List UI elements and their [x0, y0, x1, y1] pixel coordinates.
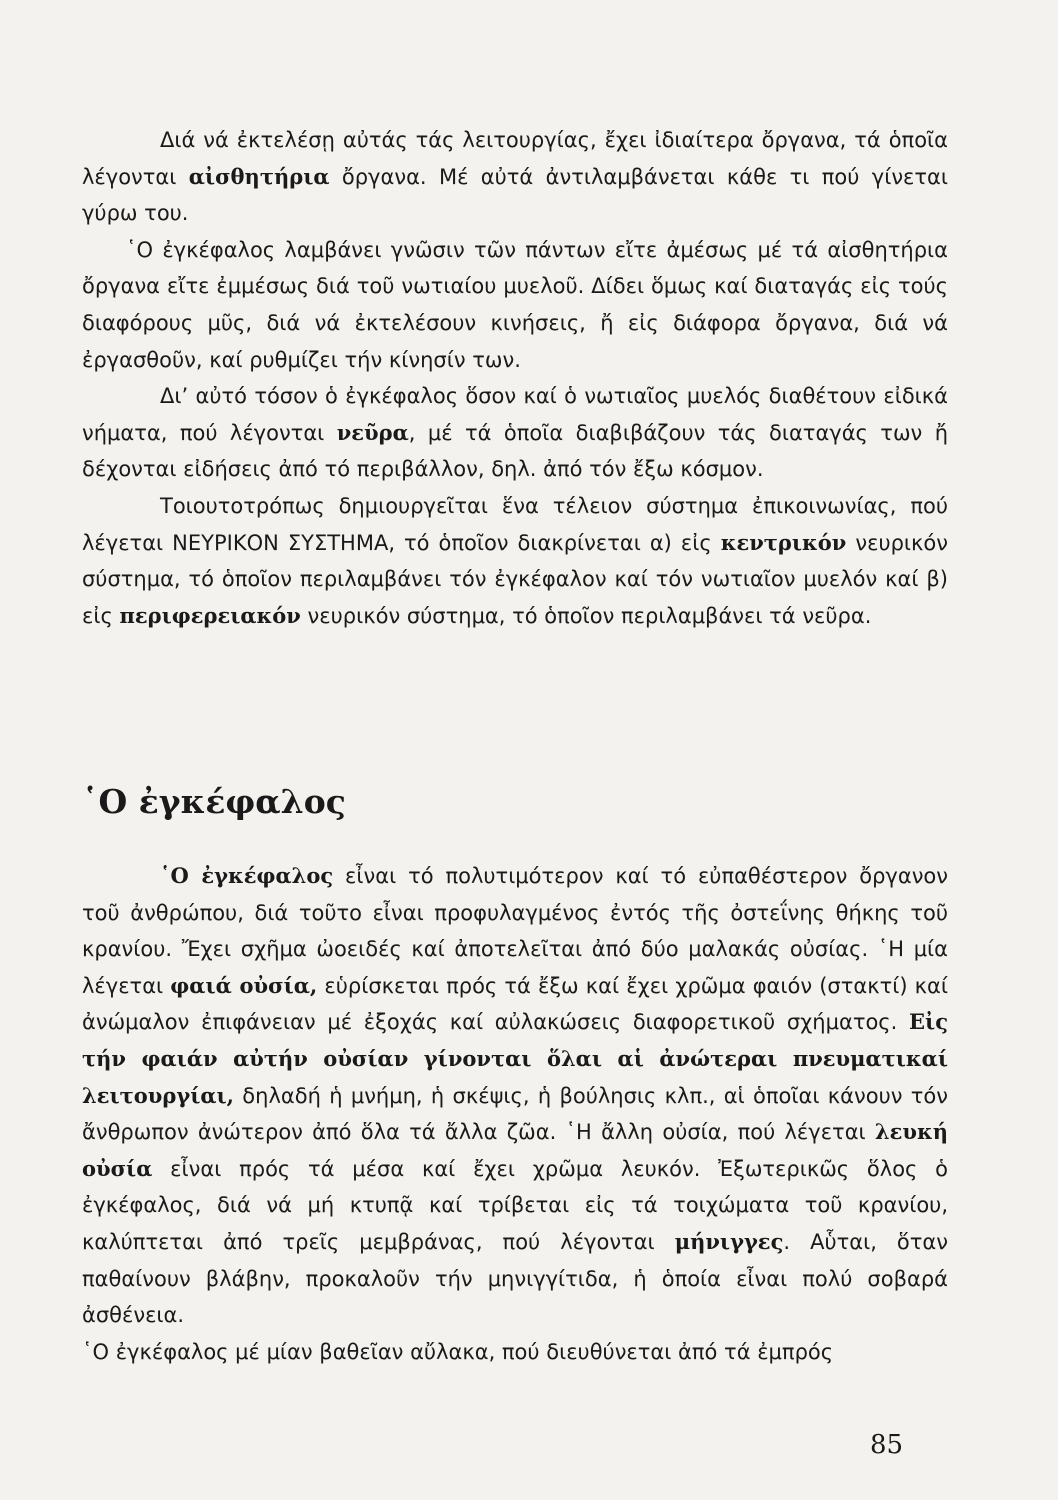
text-run: νευρικόν σύστημα, τό ὁποῖον περιλαμβάνει τά νεῦρα.	[300, 603, 872, 628]
term-grey-matter: φαιά οὐσία,	[170, 972, 318, 998]
term-central: κεντρικόν	[720, 529, 847, 555]
paragraph-nerves	[82, 378, 948, 488]
page-number: 85	[870, 1430, 904, 1460]
text-run: εἶναι πρός τά μέσα καί ἔχει χρῶμα λευκόν. Ἐξωτερικῶς ὅλος ὁ ἐγκέφαλος, διά νά μή κτυπᾷ καί τρίβεται εἰς τά τοιχώματα τοῦ κρανίου, καλύπτεται ἀπό τρεῖς μεμβράνας, πού λέγονται	[82, 1156, 948, 1254]
text-run: εἶναι τό πολυτιμότερον καί τό εὐπαθέστερον ὄργανον τοῦ ἀνθρώπου, διά τοῦτο εἶναι προφυλαγμένος ἐντός τῆς ὀστεΐνης θήκης τοῦ κρανίου. Ἔχει σχῆμα ὠοειδές καί ἀποτελεῖται ἀπό δύο μαλακάς οὐσίας. ῾Η μία λέγεται	[82, 864, 949, 998]
text-run: εὑρίσκεται πρός τά ἔξω καί ἔχει χρῶμα φαιόν (στακτί) καί ἀνώμαλον ἐπιφάνειαν μέ ἐξοχάς καί αὐλακώσεις διαφορετικοῦ σχήματος.	[82, 973, 948, 1035]
term-sense-organs: αἰσθητήρια	[188, 163, 330, 189]
text-run: ὄργανα. Μέ αὐτά ἀντιλαμβάνεται κάθε τι πού γίνεται γύρω του.	[82, 164, 948, 226]
text-run: δηλαδή ἡ μνήμη, ἡ σκέψις, ἡ βούλησις κλπ., αἱ ὁποῖαι κάνουν τόν ἄνθρωπον ἀνώτερον ἀπό ὅλα τά ἄλλα ζῶα. ῾Η ἄλλη οὐσία, πού λέγεται	[82, 1083, 948, 1145]
paragraph-sense-organs	[82, 122, 948, 232]
paragraph-brain-continued: ῾Ο ἐγκέφαλος μέ μίαν βαθεῖαν αὔλακα, πού διευθύνεται ἀπό τά ἐμπρός	[82, 1339, 834, 1364]
term-meninges: μήνιγγες	[674, 1228, 784, 1254]
term-brain: ῾Ο ἐγκέφαλος	[160, 863, 334, 888]
term-peripheral: περιφερειακόν	[119, 602, 301, 628]
text-run: Τοιουτοτρόπως δημιουργεῖται ἕνα τέλειον σύστημα ἐπικοινωνίας, πού λέγεται ΝΕΥΡΙΚΟΝ ΣΥΣΤΗΜΑ, τό ὁποῖον διακρίνεται α) εἰς	[82, 493, 948, 555]
text-run: Διά νά ἐκτελέσῃ αὐτάς τάς λειτουργίας, ἔχει ἰδιαίτερα ὄργανα, τά ὁποῖα λέγονται	[82, 128, 948, 189]
text-run: , μέ τά ὁποῖα διαβιβάζουν τάς διαταγάς των ἤ δέχονται εἰδήσεις ἀπό τό περιβάλλον, δηλ. ἀπό τόν ἔξω κόσμον.	[82, 420, 949, 482]
text-run: νευρικόν σύστημα, τό ὁποῖον περιλαμβάνει τόν ἐγκέφαλον καί τόν νωτιαῖον μυελόν καί β) εἰς	[82, 530, 948, 628]
section-brain	[82, 858, 948, 1370]
text-run: Δι’ αὐτό τόσον ὁ ἐγκέφαλος ὅσον καί ὁ νωτιαῖος μυελός διαθέτουν εἰδικά νήματα, πού λέγονται	[82, 384, 948, 445]
emphasis-mental-functions: Εἰς τήν φαιάν αὐτήν οὐσίαν γίνονται ὅλαι αἱ ἀνώτεραι πνευματικαί λειτουργίαι,	[82, 1009, 948, 1108]
term-white-matter: λευκή οὐσία	[82, 1119, 948, 1181]
paragraph-brain-function: ῾Ο ἐγκέφαλος λαμβάνει γνῶσιν τῶν πάντων εἴτε ἀμέσως μέ τά αἰσθητήρια ὄργανα εἴτε ἐμμέσως διά τοῦ νωτιαίου μυελοῦ. Δίδει ὅμως καί διαταγάς εἰς τούς διαφόρους μῦς, διά νά ἐκτελέσουν κινήσεις, ἤ εἰς διάφορα ὄργανα, διά νά ἐργασθοῦν, καί ρυθμίζει τήν κίνησίν των.	[82, 237, 948, 372]
section-heading-brain: ῾Ο ἐγκέφαλος	[82, 782, 346, 821]
paragraph-nervous-system	[82, 488, 948, 634]
text-run: . Αὗται, ὅταν παθαίνουν βλάβην, προκαλοῦν τήν μηνιγγίτιδα, ἡ ὁποία εἶναι πολύ σοβαρά ἀσθένεια.	[82, 1229, 948, 1328]
paragraph-brain-description	[82, 858, 948, 1334]
term-nerves: νεῦρα	[336, 419, 409, 445]
section-nervous-system	[82, 122, 948, 634]
